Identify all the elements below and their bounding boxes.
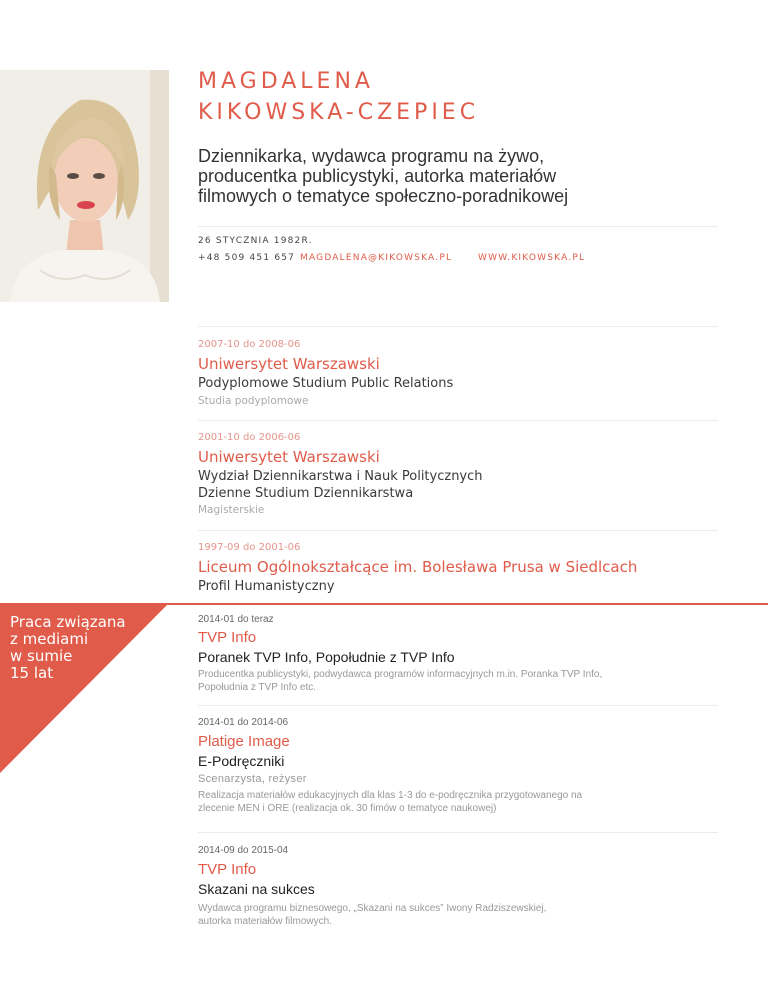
education-type: Studia podyplomowe — [198, 395, 309, 407]
education-dates: 2001-10 do 2006-06 — [198, 432, 301, 443]
job-project: E-Podręczniki — [198, 753, 285, 769]
job-description-line: Producentka publicystyki, podwydawca programów informacyjnych m.in. Poranka TVP Info, — [198, 669, 603, 680]
divider — [198, 420, 718, 421]
headline-line: producentka publicystyki, autorka materiałów — [198, 166, 557, 186]
job-description-line: Realizacja materiałów edukacyjnych dla klas 1-3 do e-podręcznika przygotowanego na — [198, 790, 583, 801]
job-dates: 2014-09 do 2015-04 — [198, 845, 289, 856]
job-description-line: zlecenie MEN i ORE (realizacja ok. 30 fimów o tematyce naukowej) — [198, 802, 497, 814]
divider — [198, 530, 718, 531]
person-name — [198, 66, 479, 128]
job-dates: 2014-01 do 2014-06 — [198, 717, 289, 728]
phone-number[interactable]: +48 509 451 657 — [198, 253, 296, 263]
last-name: KIKOWSKA-CZEPIEC — [198, 100, 480, 125]
divider — [198, 832, 718, 833]
job-description — [198, 669, 668, 694]
education-program: Wydział Dziennikarstwa i Nauk Politycznych — [198, 469, 483, 484]
job-description-line: Popołudnia z TVP Info etc. — [198, 681, 317, 693]
job-description-line: autorka materiałów filmowych. — [198, 915, 332, 927]
education-dates: 2007-10 do 2008-06 — [198, 339, 301, 350]
work-label-line: 15 lat — [10, 664, 54, 682]
education-program: Podyplomowe Studium Public Relations — [198, 376, 454, 391]
education-school: Liceum Ogólnokształcące im. Bolesława Prusa w Siedlcach — [198, 558, 638, 576]
headline — [198, 146, 618, 206]
headline-line: filmowych o tematyce społeczno-poradnikowej — [198, 186, 569, 206]
job-company: TVP Info — [198, 861, 257, 878]
education-program: Profil Humanistyczny — [198, 579, 335, 594]
website-link[interactable]: WWW.KIKOWSKA.PL — [478, 253, 586, 263]
work-label-line: z mediami — [10, 630, 89, 648]
job-description — [198, 790, 668, 815]
job-dates: 2014-01 do teraz — [198, 614, 274, 625]
first-name: MAGDALENA — [198, 69, 374, 94]
job-description — [198, 903, 668, 928]
profile-photo — [0, 70, 169, 302]
divider — [198, 705, 718, 706]
job-project: Skazani na sukces — [198, 881, 315, 897]
job-description-line: Wydawca programu biznesowego, „Skazani na sukces” Iwony Radziszewskiej, — [198, 903, 547, 914]
email-link[interactable]: MAGDALENA@KIKOWSKA.PL — [300, 253, 453, 263]
education-school: Uniwersytet Warszawski — [198, 448, 380, 466]
job-project: Poranek TVP Info, Popołudnie z TVP Info — [198, 649, 455, 665]
job-company: Platige Image — [198, 733, 290, 750]
job-company: TVP Info — [198, 629, 257, 646]
education-program: Dzienne Studium Dziennikarstwa — [198, 486, 414, 501]
divider — [198, 226, 718, 227]
education-type: Magisterskie — [198, 504, 265, 516]
headline-line: Dziennikarka, wydawca programu na żywo, — [198, 146, 545, 166]
work-label-line: w sumie — [10, 647, 73, 665]
education-school: Uniwersytet Warszawski — [198, 355, 380, 373]
work-summary-label — [10, 614, 126, 682]
education-dates: 1997-09 do 2001-06 — [198, 542, 301, 553]
work-label-line: Praca związana — [10, 613, 126, 631]
job-role: Scenarzysta, reżyser — [198, 773, 307, 785]
divider — [198, 326, 718, 327]
birth-date: 26 STYCZNIA 1982R. — [198, 236, 313, 246]
